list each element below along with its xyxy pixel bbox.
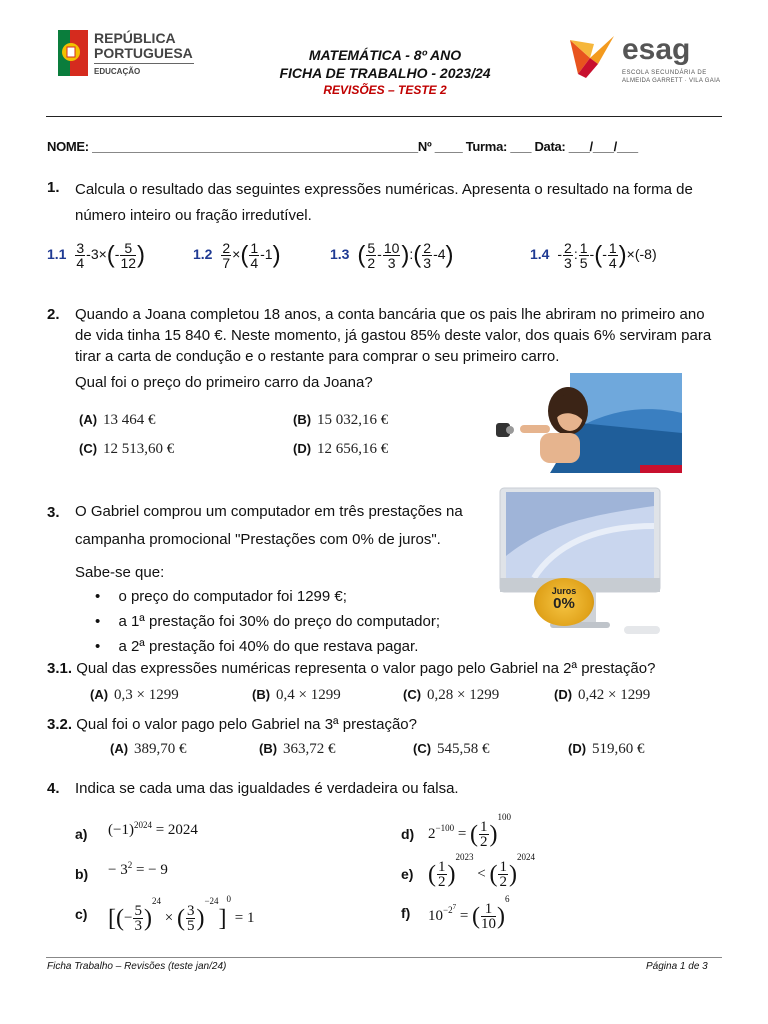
q2-option-b[interactable]: [293, 411, 388, 429]
expr-label: 1.4: [530, 246, 550, 263]
expr-label: 1.2: [193, 246, 213, 263]
option-value: 545,58 €: [437, 741, 490, 757]
expr-label: 1.3: [330, 246, 350, 263]
option-label: (A): [110, 741, 129, 756]
q2-option-d[interactable]: [293, 440, 388, 458]
bullet-dot: •: [95, 638, 101, 655]
equality-a: $(-1)^{2024} = 2024$: [108, 820, 198, 838]
q32-option-d[interactable]: [568, 740, 645, 758]
q4-text: Indica se cada uma das igualdades é verdadeira ou falsa.: [75, 780, 459, 797]
expr-1-2: 1.2 $\frac{2}{7}$ ×( $\frac{1}{4}$ -1): [193, 240, 281, 271]
q32-text: Qual foi o valor pago pelo Gabriel na 3ª prestação?: [76, 716, 417, 733]
esag-name: esag: [622, 33, 691, 66]
q32-option-a[interactable]: [110, 740, 187, 758]
expr-label: 1.1: [47, 246, 67, 263]
q31-option-b[interactable]: [252, 686, 341, 704]
girl-car-keys-image: [490, 373, 682, 473]
q3-bullet: [95, 586, 347, 607]
option-value: 13 464 €: [103, 412, 156, 428]
bullet-dot: •: [95, 613, 101, 630]
option-label: (A): [79, 412, 98, 427]
q32-row: [47, 716, 417, 733]
expr-1-1: 1.1 $\frac{3}{4}$ -3×(- $\frac{5}{12}$ ): [47, 240, 146, 271]
republica-logo: [58, 30, 198, 80]
option-label: (C): [79, 441, 98, 456]
q4-label-c: c): [75, 906, 88, 922]
q31-number: 3.1.: [47, 660, 73, 677]
q31-text: Qual das expressões numéricas representa o valor pago pelo Gabriel na 2ª prestação?: [76, 660, 656, 677]
title-line2: FICHA DE TRABALHO - 2023/24: [279, 65, 491, 81]
coat-of-arms-icon: [58, 30, 88, 76]
option-label: (C): [403, 687, 422, 702]
footer-left: Ficha Trabalho – Revisões (teste jan/24): [47, 961, 227, 972]
title-line1: MATEMÁTICA - 8º ANO: [308, 47, 462, 63]
option-value: 12 656,16 €: [317, 441, 389, 457]
q31-option-d[interactable]: [554, 686, 650, 704]
student-info-line: NOME: _______________________________________________Nº ____ Turma: ___ Data: ___/___/___: [47, 139, 638, 154]
q32-number: 3.2.: [47, 716, 73, 733]
header-rule: [46, 116, 722, 117]
republica-line2: PORTUGUESA: [94, 45, 193, 61]
document-title: [240, 46, 530, 98]
q4-label-d: d): [401, 826, 415, 842]
equality-b: − $3^2$ = − 9: [108, 860, 168, 878]
bullet-text: a 1ª prestação foi 30% do preço do computador;: [118, 613, 441, 630]
option-value: 389,70 €: [134, 741, 187, 757]
origami-bird-icon: [568, 34, 616, 80]
q4-label-a: a): [75, 826, 88, 842]
equality-f: $10^{-2^7}$ = ( $\frac{1}{10}$ )$^6$: [428, 894, 510, 933]
footer-right: Página 1 de 3: [646, 961, 708, 972]
computer-image: [494, 486, 666, 640]
q2-option-a[interactable]: [79, 411, 156, 429]
option-value: 0,42 × 1299: [578, 687, 651, 703]
bullet-text: a 2ª prestação foi 40% do que restava pagar.: [118, 638, 419, 655]
expr-1-4: 1.4 - $\frac{2}{3}$ : $\frac{1}{5}$ -(- $\frac{1}{4}$ )×(-8): [530, 240, 657, 271]
equality-d: $2^{-100}$ = ( $\frac{1}{2}$ )$^{100}$: [428, 812, 512, 851]
option-value: 0,3 × 1299: [114, 687, 179, 703]
q32-option-b[interactable]: [259, 740, 336, 758]
q4-number: 4.: [47, 780, 60, 797]
expr-1-3: 1.3 ( $\frac{5}{2}$ - $\frac{10}{3}$ ):( $\frac{2}{3}$ -4): [330, 240, 454, 271]
option-label: (C): [413, 741, 432, 756]
esag-logo: [566, 30, 726, 90]
option-label: (A): [90, 687, 109, 702]
option-label: (B): [293, 412, 312, 427]
option-label: (B): [259, 741, 278, 756]
q1-text: Calcula o resultado das seguintes expressões numéricas. Apresenta o resultado na forma de número inteiro ou fração irredutível.: [75, 181, 693, 224]
option-value: 363,72 €: [283, 741, 336, 757]
q3-bullet: [95, 636, 418, 657]
q2-text: Quando a Joana completou 18 anos, a conta bancária que os pais lhe abriram no primeiro ano de vida tinha 15 840 €. Neste momento, já gastou 85% deste valor, dos quais 6% serviram para tirar a carta de condução e o restante para comprar o seu primeiro carro.: [75, 306, 712, 365]
juros-badge: [534, 578, 594, 626]
q3-bullet: [95, 611, 440, 632]
q1-number: 1.: [47, 179, 60, 196]
equality-c: [(− $\frac{5}{3}$ )$^{24}$ × ( $\frac{3}{5}$ )$^{-24}$]$^0$ = 1: [108, 894, 255, 935]
bullet-dot: •: [95, 588, 101, 605]
title-line3: REVISÕES – TESTE 2: [323, 83, 447, 97]
esag-sub2: ALMEIDA GARRETT · VILA GAIA: [622, 78, 721, 84]
q3-number: 3.: [47, 504, 60, 521]
bullet-text: o preço do computador foi 1299 €;: [118, 588, 347, 605]
q3-intro: Sabe-se que:: [75, 564, 165, 581]
option-value: 15 032,16 €: [317, 412, 389, 428]
option-value: 12 513,60 €: [103, 441, 175, 457]
option-value: 0,28 × 1299: [427, 687, 500, 703]
option-label: (D): [293, 441, 312, 456]
option-value: 519,60 €: [592, 741, 645, 757]
q4-label-e: e): [401, 866, 414, 882]
option-label: (D): [554, 687, 573, 702]
badge-main-text: 0%: [553, 595, 575, 612]
republica-sub: EDUCAÇÃO: [94, 67, 141, 76]
q31-option-a[interactable]: [90, 686, 179, 704]
q4-label-b: b): [75, 866, 89, 882]
q2-number: 2.: [47, 306, 60, 323]
q2-question: Qual foi o preço do primeiro carro da Joana?: [75, 374, 373, 391]
q31-option-c[interactable]: [403, 686, 499, 704]
q31-row: [47, 660, 655, 677]
option-label: (B): [252, 687, 271, 702]
q4-label-f: f): [401, 905, 411, 921]
badge-top-text: Juros: [551, 586, 577, 596]
equality-e: ( $\frac{1}{2}$ )$^{2023}$ < ( $\frac{1}{2}$ )$^{2024}$: [428, 852, 535, 891]
q32-option-c[interactable]: [413, 740, 490, 758]
q2-option-c[interactable]: [79, 440, 174, 458]
footer-rule: [46, 957, 722, 958]
option-label: (D): [568, 741, 587, 756]
republica-line1: REPÚBLICA: [94, 30, 176, 46]
option-value: 0,4 × 1299: [276, 687, 341, 703]
q3-text: O Gabriel comprou um computador em três prestações na campanha promocional "Prestações com 0% de juros".: [75, 503, 463, 548]
esag-sub1: ESCOLA SECUNDÁRIA DE: [622, 70, 707, 76]
